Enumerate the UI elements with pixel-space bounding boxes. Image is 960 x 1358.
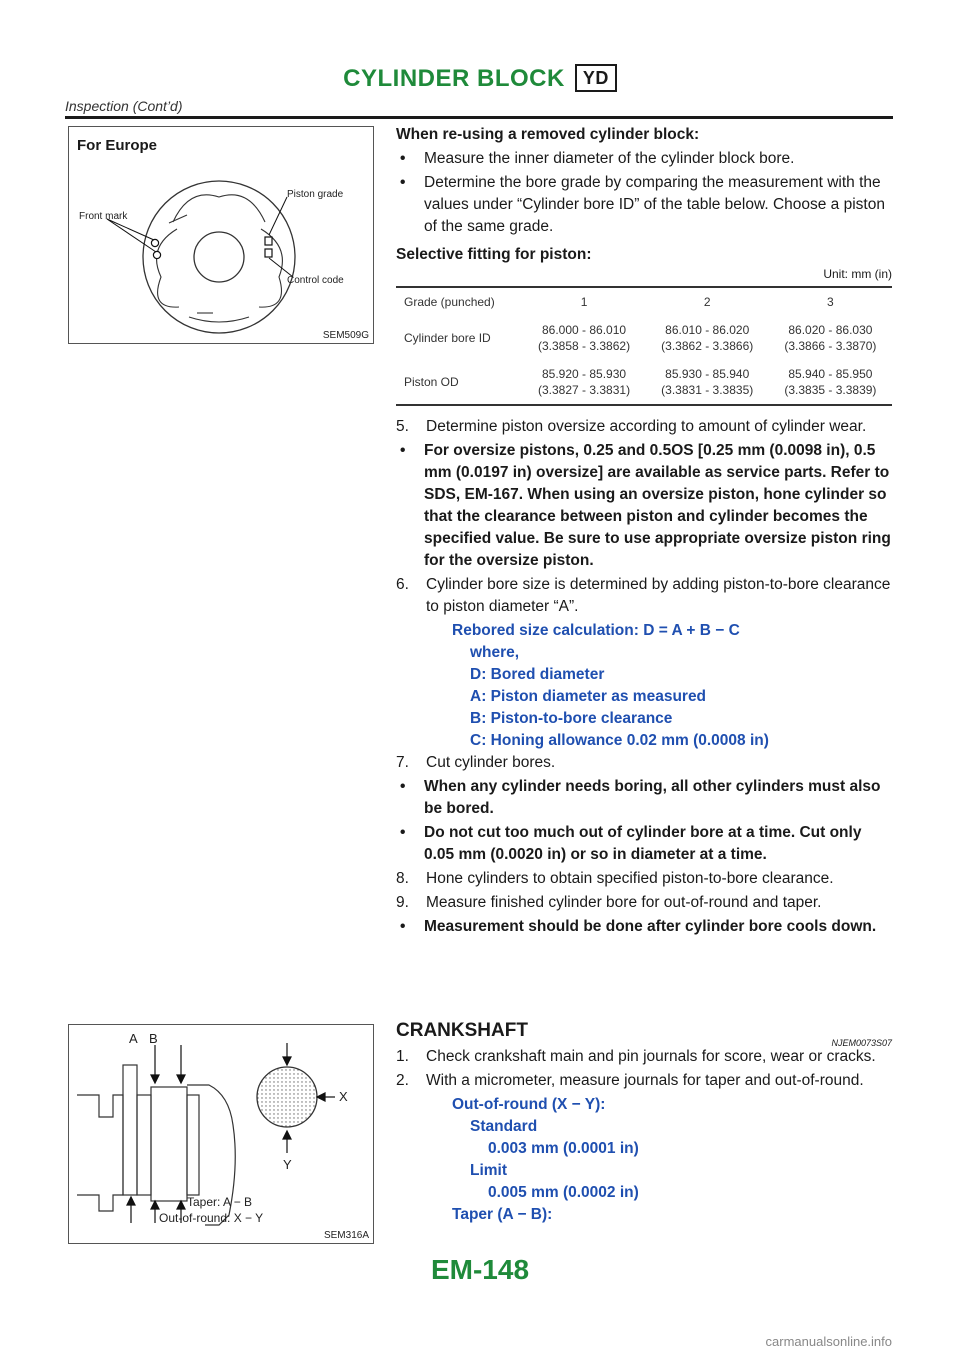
label-x: X [339,1089,348,1104]
table-cell [646,316,769,360]
step-number: 7. [396,754,409,771]
value-mm: 85.920 - 85.930 [542,367,627,381]
calc-a: A: Piston diameter as measured [470,688,707,705]
figure-id: SEM509G [322,330,369,341]
limit-label: Limit [470,1162,508,1179]
step-number: 1. [396,1048,409,1065]
oversize-note: • For oversize pistons, 0.25 and 0.5OS [0.25 mm (0.0098 in), 0.5 mm (0.0197 in) oversize] are available as service parts. Refer to SDS, EM-167. When using an oversize piston, hone cylinder so that the clearance between piston and cylinder becomes the specified value. Be sure to use appropriate oversize piston ring for the oversize piston. [396,440,892,572]
calc-c: C: Honing allowance 0.02 mm (0.0008 in) [470,732,769,749]
calc-title: Rebored size calculation: D = A + B − C [452,622,740,639]
step-5 [396,416,892,438]
label-y: Y [283,1157,292,1172]
table-header-row [396,287,892,316]
step-number: 6. [396,576,409,593]
step-9 [396,892,892,914]
step-number: 9. [396,894,409,911]
label-b: B [149,1031,158,1046]
value-mm: 85.940 - 85.950 [788,367,873,381]
table-cell [522,316,645,360]
figure-heading: For Europe [77,137,158,154]
step-text: Hone cylinders to obtain specified piston-to-bore clearance. [426,870,834,887]
calc-d: D: Bored diameter [470,666,605,683]
value-in: (3.3831 - 3.3835) [661,383,754,397]
standard-value: 0.003 mm (0.0001 in) [488,1140,639,1157]
step-number: 5. [396,418,409,435]
table-cell: 2 [646,287,769,316]
table-cell: 1 [522,287,645,316]
bullet-measure: • Measure the inner diameter of the cylinder block bore. [396,148,892,170]
value-mm: 85.930 - 85.940 [665,367,750,381]
page-title [0,64,960,93]
cooldown-note: • Measurement should be done after cylinder bore cools down. [396,916,892,938]
label-piston-grade: Piston grade [287,189,344,200]
bore-grade-section [396,124,892,938]
label-taper: Taper: A − B [187,1195,253,1209]
reuse-heading: When re-using a removed cylinder block: [396,126,700,143]
step-text: Determine piston oversize according to amount of cylinder wear. [426,418,867,435]
crankshaft-section [396,1020,892,1226]
figure-piston-grade [68,126,374,344]
selective-fitting-table [396,286,892,406]
step-text: With a micrometer, measure journals for taper and out-of-round. [426,1072,864,1089]
table-cell: Piston OD [396,360,522,405]
reference-code: NJEM0073S07 [831,1038,892,1048]
unit-note: Unit: mm (in) [823,267,892,281]
step-text: Cylinder bore size is determined by adding piston-to-bore clearance to piston diameter “A”. [426,576,891,615]
crank-step-2 [396,1070,892,1092]
table-cell [769,360,892,405]
page-number: EM-148 [430,1254,530,1285]
boring-note-1: • When any cylinder needs boring, all other cylinders must also be bored. [396,776,892,820]
value-in: (3.3858 - 3.3862) [538,339,631,353]
bullet-grade: • Determine the bore grade by comparing the measurement with the values under “Cylinder bore ID” of the table below. Choose a piston of the same grade. [396,172,892,238]
watermark: carmanualsonline.info [765,1334,892,1349]
value-in: (3.3866 - 3.3870) [784,339,877,353]
table-cell: 3 [769,287,892,316]
step-text: Cut cylinder bores. [426,754,556,771]
header-rule [65,116,893,119]
calc-where: where, [470,644,520,661]
step-number: 8. [396,870,409,887]
value-mm: 86.010 - 86.020 [665,323,750,337]
label-control-code: Control code [287,275,344,286]
step-6 [396,574,892,618]
engine-code-badge: YD [575,64,617,92]
table-cell [522,360,645,405]
standard-label: Standard [470,1118,538,1135]
crankshaft-heading-row [396,1020,892,1046]
table-cell [769,316,892,360]
value-in: (3.3835 - 3.3839) [784,383,877,397]
boring-note-2: • Do not cut too much out of cylinder bore at a time. Cut only 0.05 mm (0.0020 in) or so in diameter at a time. [396,822,892,866]
section-title: CYLINDER BLOCK [343,65,565,92]
crank-step-1 [396,1046,892,1068]
step-text: Measure finished cylinder bore for out-of-round and taper. [426,894,822,911]
step-7 [396,752,892,774]
out-of-round-spec [396,1094,892,1226]
value-mm: 86.000 - 86.010 [542,323,627,337]
step-number: 2. [396,1072,409,1089]
table-row [396,360,892,405]
table-cell [646,360,769,405]
page-subtitle: Inspection (Cont’d) [65,98,183,114]
table-cell: Cylinder bore ID [404,331,491,345]
oor-title: Out-of-round (X − Y): [452,1096,606,1113]
value-in: (3.3862 - 3.3866) [661,339,754,353]
label-a: A [129,1031,138,1046]
figure-journal-measurement [68,1024,374,1244]
table-row [396,316,892,360]
table-cell: Grade (punched) [396,287,522,316]
selective-fitting-heading: Selective fitting for piston: [396,246,592,263]
value-mm: 86.020 - 86.030 [788,323,873,337]
step-text: Check crankshaft main and pin journals for score, wear or cracks. [426,1048,876,1065]
taper-title: Taper (A − B): [452,1206,553,1223]
label-front-mark: Front mark [79,211,128,222]
label-out-of-round: Out-of-round: X − Y [159,1211,264,1225]
limit-value: 0.005 mm (0.0002 in) [488,1184,639,1201]
step-8 [396,868,892,890]
cylinder-block-top-illustration [69,127,373,343]
crankshaft-heading: CRANKSHAFT [396,1020,528,1041]
calc-b: B: Piston-to-bore clearance [470,710,673,727]
figure-id: SEM316A [323,1230,369,1241]
rebored-calculation [396,620,892,752]
value-in: (3.3827 - 3.3831) [538,383,631,397]
